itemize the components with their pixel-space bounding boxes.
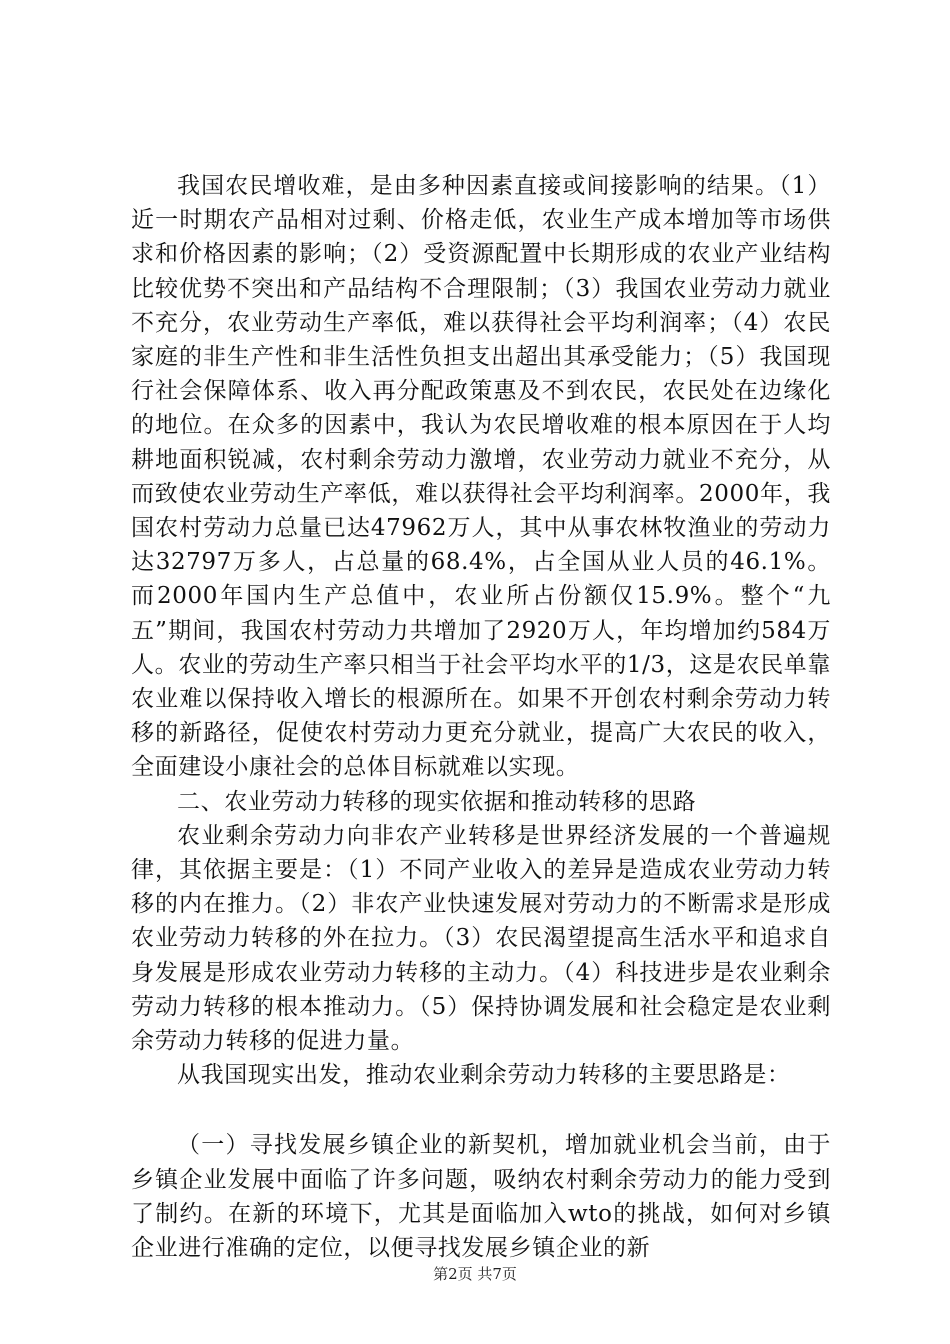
paragraph-basis: 农业剩余劳动力向非农产业转移是世界经济发展的一个普遍规律，其依据主要是：（1）不同产业收入的差异是造成农业劳动力转移的内在推力。（2）非农产业快速发展对劳动力的不断需求是形成农业劳动力转移的外在拉力。（3）农民渴望提高生活水平和追求自身发展是形成农业劳动力转移的主动力。（4）科技进步是农业剩余劳动力转移的根本推动力。（5）保持协调发展和社会稳定是农业剩余劳动力转移的促进力量。 bbox=[131, 822, 831, 1055]
paragraph-township-enterprises: （一）寻找发展乡镇企业的新契机，增加就业机会当前，由于乡镇企业发展中面临了许多问题，吸纳农村剩余劳动力的能力受到了制约。在新的环境下，尤其是面临加入wto的挑战，如何对乡镇企业进行准确的定位，以便寻找发展乡镇企业的新 bbox=[131, 1132, 831, 1262]
paragraph-gap bbox=[131, 1092, 831, 1128]
section-heading: 二、农业劳动力转移的现实依据和推动转移的思路 bbox=[177, 788, 697, 815]
paragraph-ideas-intro: 从我国现实出发，推动农业剩余劳动力转移的主要思路是： bbox=[177, 1062, 791, 1089]
document-body bbox=[131, 169, 831, 1265]
paragraph-causes: 我国农民增收难，是由多种因素直接或间接影响的结果。（1）近一时期农产品相对过剩、价格走低，农业生产成本增加等市场供求和价格因素的影响；（2）受资源配置中长期形成的农业产业结构比较优势不突出和产品结构不合理限制；（3）我国农业劳动力就业不充分，农业劳动生产率低，难以获得社会平均利润率；（4）农民家庭的非生产性和非生活性负担支出超出其承受能力；（5）我国现行社会保障体系、收入再分配政策惠及不到农民，农民处在边缘化的地位。在众多的因素中，我认为农民增收难的根本原因在于人均耕地面积锐减，农村剩余劳动力激增，农业劳动力就业不充分，从而致使农业劳动生产率低，难以获得社会平均利润率。2000年，我国农村劳动力总量已达47962万人，其中从事农林牧渔业的劳动力达32797万多人，占总量的68.4%，占全国从业人员的46.1%。而2000年国内生产总值中，农业所占份额仅15.9%。整个“九五”期间，我国农村劳动力共增加了2920万人，年均增加约584万人。农业的劳动生产率只相当于社会平均水平的1/3，这是农民单靠农业难以保持收入增长的根源所在。如果不开创农村剩余劳动力转移的新路径，促使农村劳动力更充分就业，提高广大农民的收入，全面建设小康社会的总体目标就难以实现。 bbox=[131, 173, 831, 781]
page-number-footer: 第2页 共7页 bbox=[433, 1265, 517, 1283]
